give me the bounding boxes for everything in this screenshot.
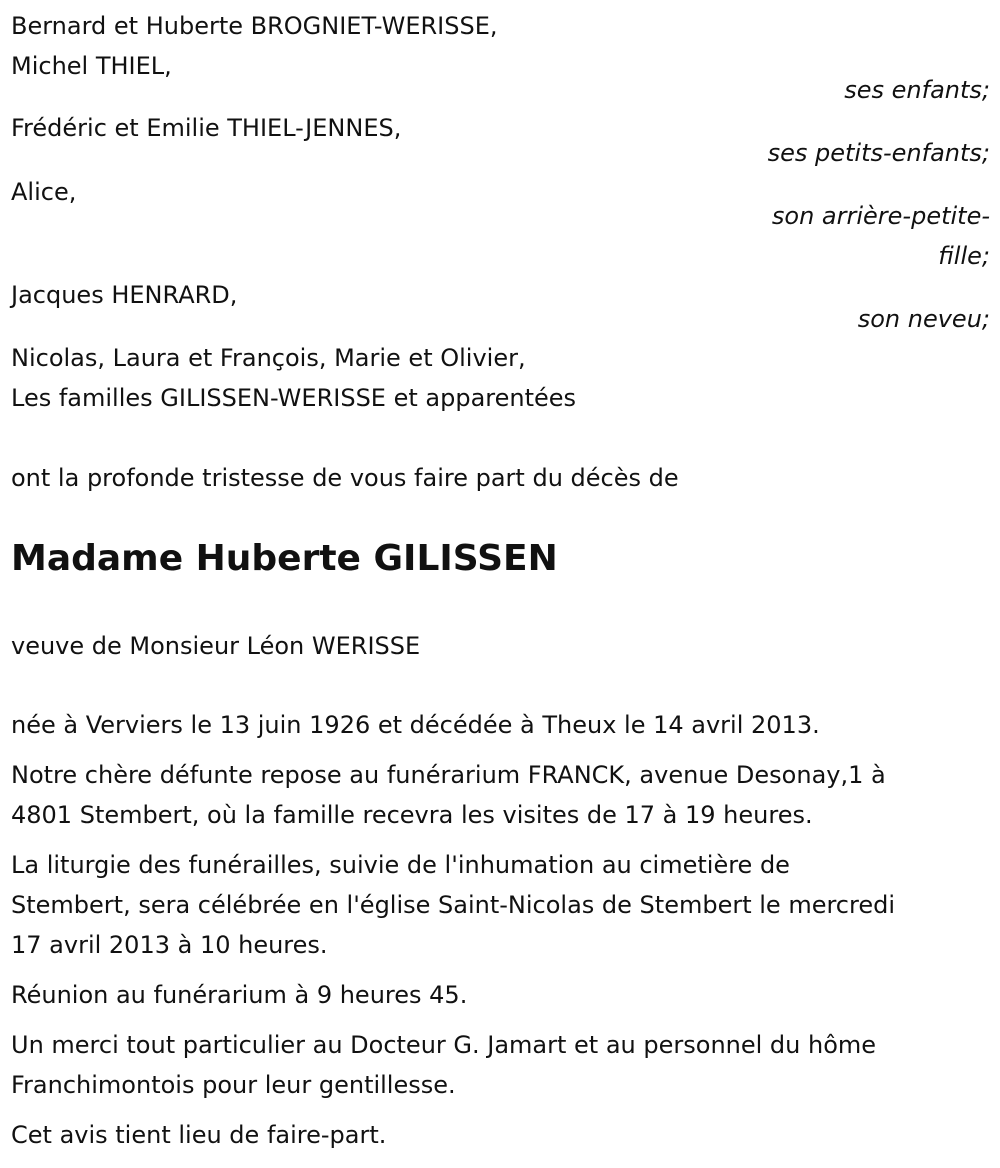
family-line-3: Frédéric et Emilie THIEL-JENNES, [11, 114, 402, 142]
role-great-grandchild-line-1: son arrière-petite- [771, 202, 990, 230]
family-line-2: Michel THIEL, [11, 52, 172, 80]
thanks-line-2: Franchimontois pour leur gentillesse. [11, 1071, 456, 1099]
thanks-line-1: Un merci tout particulier au Docteur G. Jamart et au personnel du hôme [11, 1031, 877, 1059]
deceased-name: Madame Huberte GILISSEN [11, 538, 558, 579]
role-children: ses enfants; [844, 76, 990, 104]
liturgy-line-2: Stembert, sera célébrée en l'église Saint-Nicolas de Stembert le mercredi [11, 891, 896, 919]
meeting-text: Réunion au funérarium à 9 heures 45. [11, 981, 468, 1009]
family-line-7: Les familles GILISSEN-WERISSE et apparentées [11, 384, 577, 412]
family-line-1: Bernard et Huberte BROGNIET-WERISSE, [11, 12, 498, 40]
role-grandchildren: ses petits-enfants; [767, 139, 990, 167]
family-line-5: Jacques HENRARD, [11, 281, 238, 309]
family-line-6: Nicolas, Laura et François, Marie et Olivier, [11, 344, 526, 372]
widow-of: veuve de Monsieur Léon WERISSE [11, 632, 421, 660]
notice-text: Cet avis tient lieu de faire-part. [11, 1121, 387, 1149]
role-nephew: son neveu; [857, 305, 990, 333]
family-line-4: Alice, [11, 178, 77, 206]
birth-death-text: née à Verviers le 13 juin 1926 et décédée à Theux le 14 avril 2013. [11, 711, 820, 739]
liturgy-line-3: 17 avril 2013 à 10 heures. [11, 931, 328, 959]
liturgy-line-1: La liturgie des funérailles, suivie de l'inhumation au cimetière de [11, 851, 790, 879]
role-great-grandchild-line-2: fille; [938, 242, 990, 270]
announcement-intro: ont la profonde tristesse de vous faire part du décès de [11, 464, 679, 492]
repose-line-2: 4801 Stembert, où la famille recevra les visites de 17 à 19 heures. [11, 801, 813, 829]
repose-line-1: Notre chère défunte repose au funérarium FRANCK, avenue Desonay,1 à [11, 761, 886, 789]
